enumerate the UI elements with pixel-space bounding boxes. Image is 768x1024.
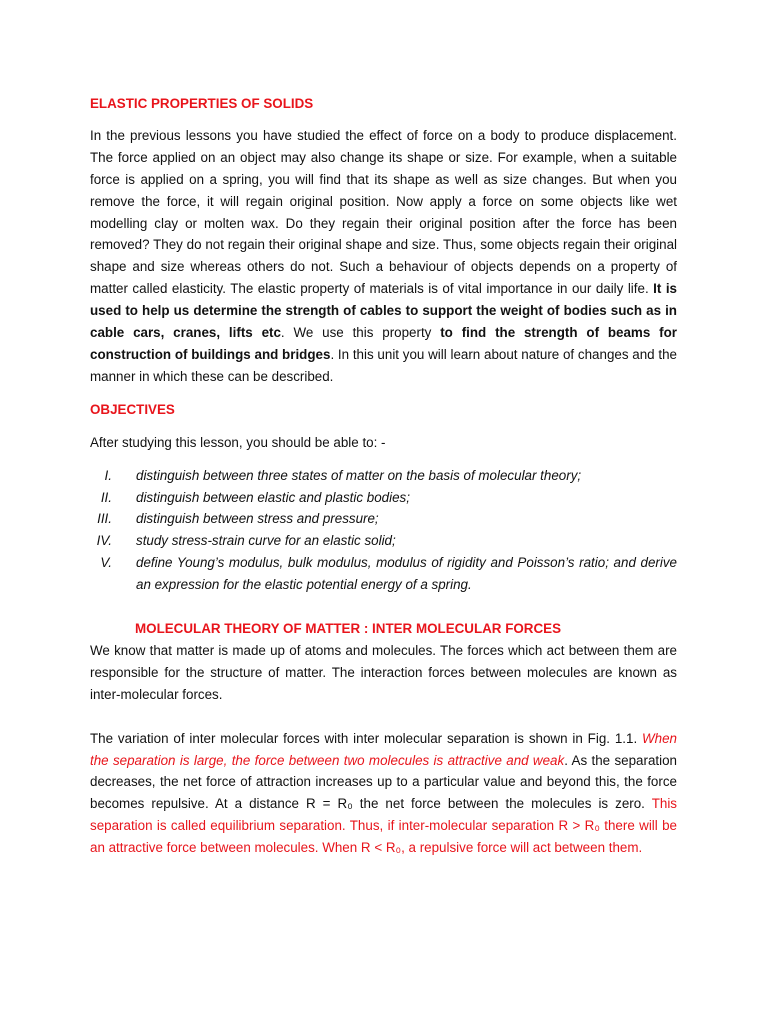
heading-objectives: OBJECTIVES xyxy=(90,401,175,417)
variation-text-1: The variation of inter molecular forces with inter molecular separation is shown in Fig. 1.1. xyxy=(90,730,643,746)
variation-red-text: This separation is called equilibrium separation. Thus, if inter-molecular separation R > R₀ there will be an attractive force between molecules. When R < R₀, a repulsive force will act between them. xyxy=(90,796,677,856)
intro-bold-2: to find the strength of beams for construction of buildings and bridges xyxy=(90,325,677,362)
molecular-paragraph: We know that matter is made up of atoms and molecules. The forces which act between them are responsible for the structure of matter. The interaction forces between molecules are known as inter-molecular forces. xyxy=(90,642,677,702)
heading-molecular-theory: MOLECULAR THEORY OF MATTER : INTER MOLECULAR FORCES xyxy=(135,621,562,637)
objective-text: study stress-strain curve for an elastic solid; xyxy=(136,533,396,549)
objective-number: V. xyxy=(100,555,112,571)
objective-item xyxy=(90,552,677,596)
objective-text: distinguish between elastic and plastic bodies; xyxy=(136,489,410,505)
objective-text: distinguish between stress and pressure; xyxy=(136,511,379,527)
objective-number: IV. xyxy=(96,533,112,549)
objective-number: III. xyxy=(97,511,112,527)
objectives-list xyxy=(90,465,677,596)
intro-text-2: . We use this property xyxy=(280,325,441,341)
objective-text: define Young’s modulus, bulk modulus, modulus of rigidity and Poisson’s ratio; and derive an expression for the elastic potential energy of a spring. xyxy=(136,555,677,593)
objective-item xyxy=(90,508,677,530)
document-page xyxy=(90,93,677,859)
variation-text-2: . As the separation decreases, the net force of attraction increases up to a particular value and beyond this, the force becomes repulsive. At a distance R = R₀ the net force between the molecules is zero. xyxy=(90,752,677,812)
variation-red-italic: When the separation is large, the force between two molecules is attractive and weak xyxy=(90,730,677,768)
objective-item xyxy=(90,465,677,487)
objective-number: II. xyxy=(100,489,112,505)
heading-elastic-properties: ELASTIC PROPERTIES OF SOLIDS xyxy=(90,96,314,111)
objectives-intro: After studying this lesson, you should be able to: - xyxy=(90,434,386,450)
intro-paragraph xyxy=(90,125,677,388)
intro-bold-1: It is used to help us determine the strength of cables to support the weight of bodies such as in cable cars, cranes, lifts etc xyxy=(90,281,677,341)
objective-item xyxy=(90,487,677,509)
objective-item xyxy=(90,530,677,552)
variation-paragraph xyxy=(90,728,677,859)
objective-number: I. xyxy=(104,467,112,483)
intro-text-1: In the previous lessons you have studied the effect of force on a body to produce displacement. The force applied on an object may also change its shape or size. For example, when a suitable force is applied on a spring, you will find that its shape as well as size changes. But when you remove the force, it will regain original position. Now apply a force on some objects like wet modelling clay or molten wax. Do they regain their original position after the force has been removed? They do not regain their original shape and size. Thus, some objects regain their original shape and size whereas others do not. Such a behaviour of objects depends on a property of matter called elasticity. The elastic property of materials is of vital importance in our daily life. xyxy=(90,127,677,297)
intro-text-3: . In this unit you will learn about nature of changes and the manner in which these can be described. xyxy=(90,346,677,384)
objective-text: distinguish between three states of matter on the basis of molecular theory; xyxy=(136,467,582,483)
